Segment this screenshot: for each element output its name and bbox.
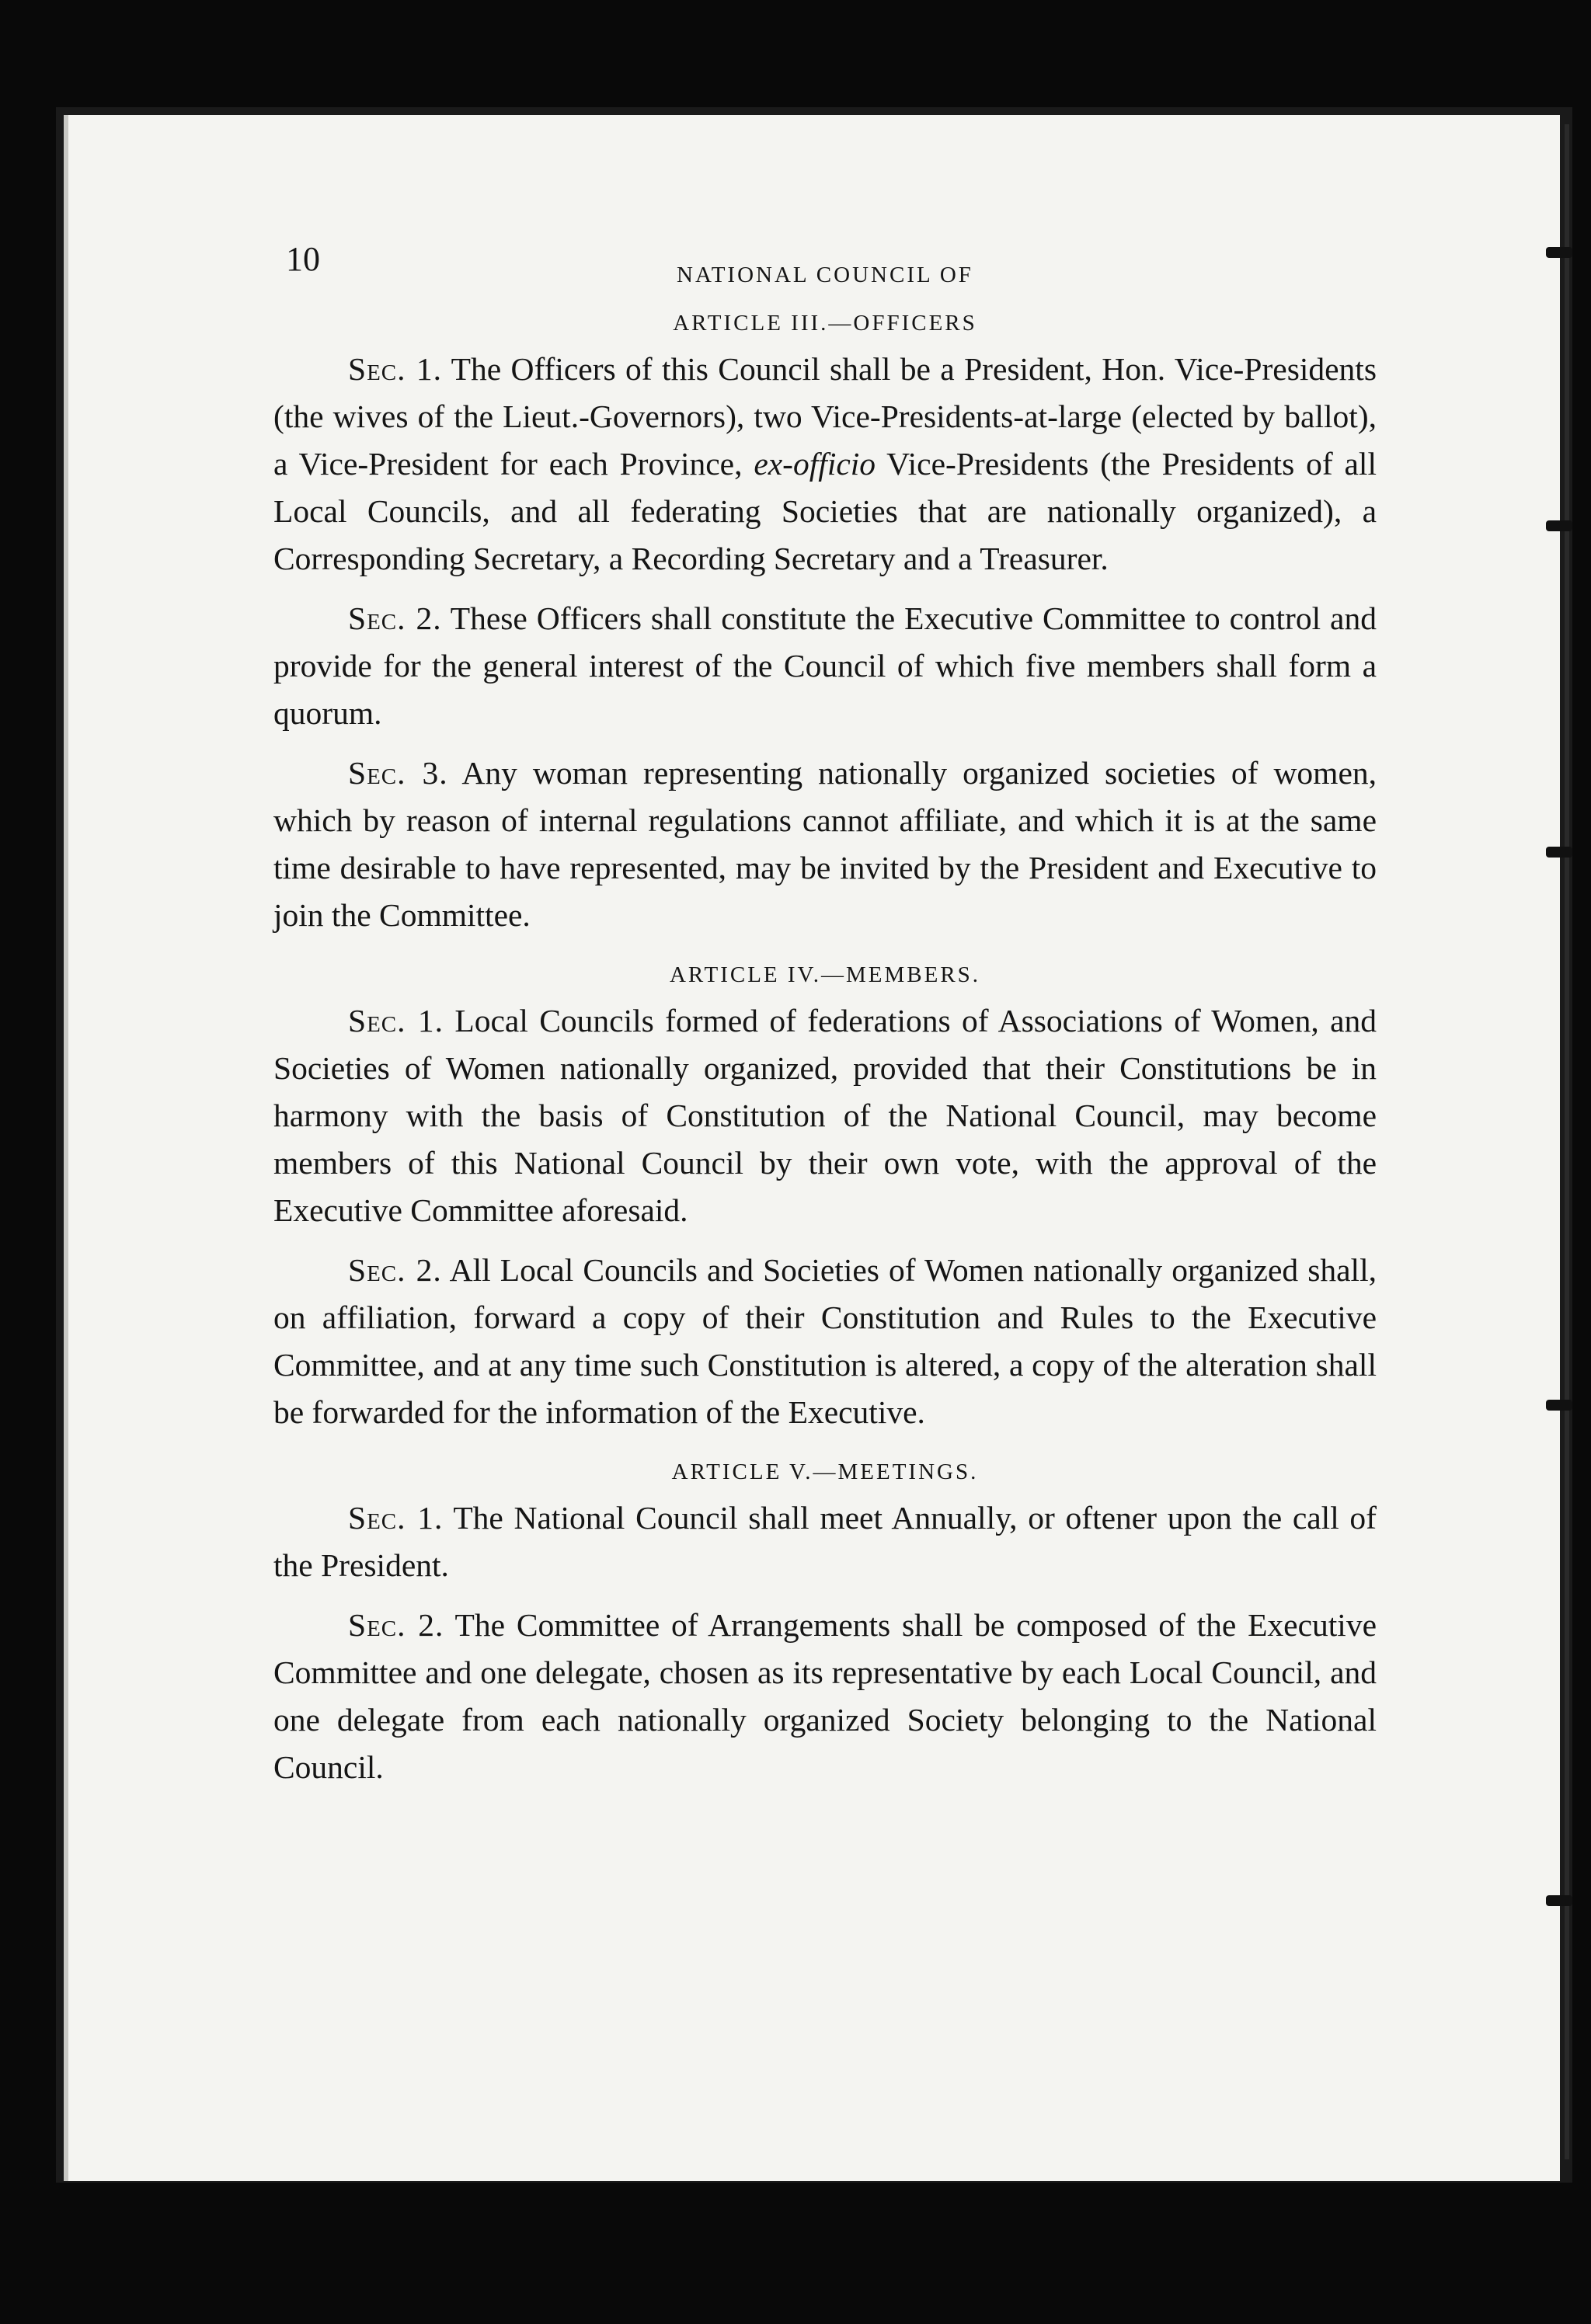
article-officers (273, 311, 1377, 939)
page-number: 10 (286, 240, 320, 278)
binding-mark (1546, 1400, 1572, 1411)
article-heading: ARTICLE IV.—MEMBERS. (669, 962, 981, 987)
section-text: Vice-Presidents (the Presidents of all Local Councils, and all federating Societies that are nationally organized), a Corresponding Secretary, a Recording Secretary and a Treasurer. (273, 446, 1377, 576)
section-text: Local Councils formed of federations of Associations of Women, and Societies of Women nationally organized, provided that their Constitutions be in harmony with the basis of Constitution of the National Council, may become members of this National Council by their own vote, with the approval of the Executive Committee aforesaid. (273, 1003, 1377, 1228)
running-head (273, 233, 1377, 295)
binding-mark (1546, 520, 1572, 531)
section-label: Sec. 2. (348, 600, 442, 636)
section-paragraph (273, 595, 1377, 737)
section-paragraph (273, 997, 1377, 1234)
binding-mark (1546, 247, 1572, 258)
section-paragraph (273, 346, 1377, 583)
section-label: Sec. 3. (348, 755, 448, 791)
section-text: The National Council shall meet Annually, or oftener upon the call of the President. (273, 1500, 1377, 1583)
section-label: Sec. 2. (348, 1607, 444, 1643)
section-text: The Committee of Arrangements shall be composed of the Executive Committee and one delegate, chosen as its representative by each Local Council, and one delegate from each nationally organized Society belonging to the National Council. (273, 1607, 1377, 1785)
section-text-italic: ex-officio (754, 446, 876, 482)
next-page-edge (1565, 124, 1569, 2159)
section-text: The Officers of this Council shall be a President, Hon. Vice-Presidents (the wives of the Lieut.-Governors), two Vice-Presidents-at-large (elected by ballot), a Vice-President for each Province, (273, 351, 1377, 482)
article-members (273, 962, 1377, 1436)
binding-mark (1546, 1895, 1572, 1906)
running-title: NATIONAL COUNCIL OF (677, 263, 973, 287)
section-paragraph (273, 750, 1377, 939)
section-paragraph (273, 1602, 1377, 1791)
binding-mark (1546, 847, 1572, 858)
section-paragraph (273, 1494, 1377, 1589)
section-text: All Local Councils and Societies of Women nationally organized shall, on affiliation, forward a copy of their Constitution and Rules to the Executive Committee, and at any time such Constitution is altered, a copy of the alteration shall be forwarded for the information of the Executive. (273, 1252, 1377, 1430)
article-heading: ARTICLE V.—MEETINGS. (671, 1459, 979, 1484)
page-content (273, 233, 1377, 1804)
section-label: Sec. 1. (348, 1003, 444, 1038)
section-label: Sec. 1. (348, 1500, 444, 1536)
article-heading: ARTICLE III.—OFFICERS (673, 311, 977, 336)
article-meetings (273, 1459, 1377, 1791)
section-label: Sec. 1. (348, 351, 442, 387)
section-paragraph (273, 1247, 1377, 1436)
section-text: Any woman representing nationally organized societies of women, which by reason of internal regulations cannot affiliate, and which it is at the same time desirable to have represented, may be invited by the President and Executive to join the Committee. (273, 755, 1377, 933)
section-label: Sec. 2. (348, 1252, 442, 1288)
section-text: These Officers shall constitute the Executive Committee to control and provide for the general interest of the Council of which five members shall form a quorum. (273, 600, 1377, 731)
